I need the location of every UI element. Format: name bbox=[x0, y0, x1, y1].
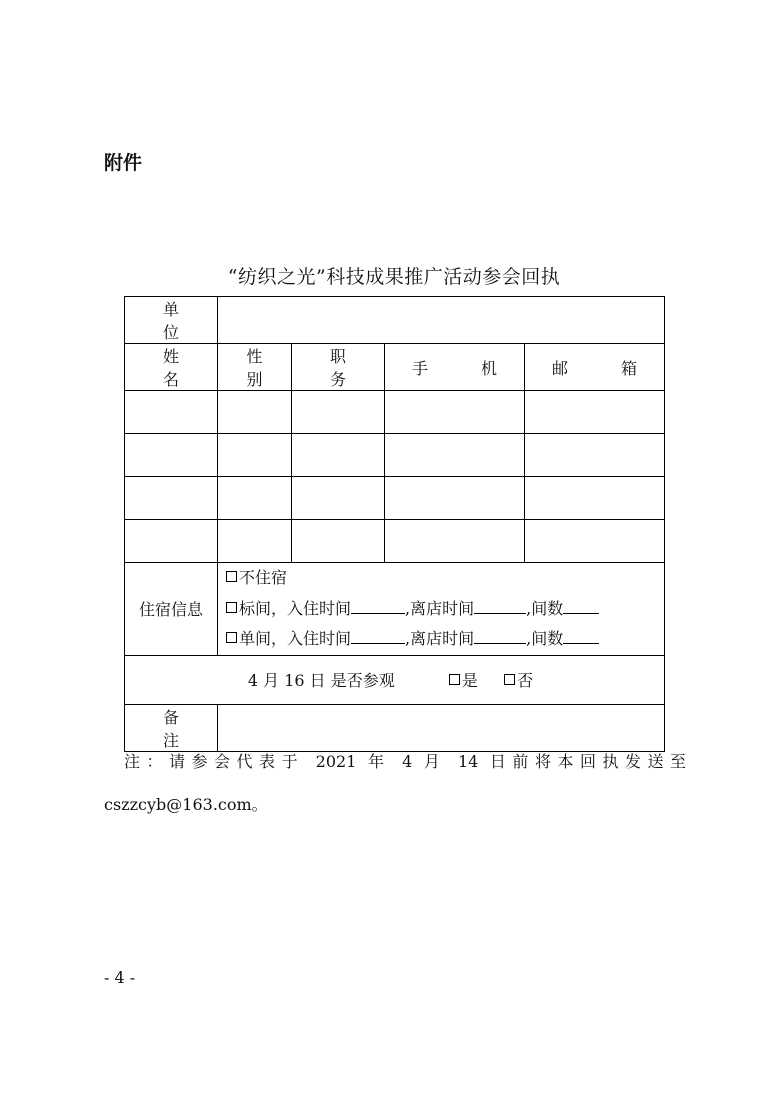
remarks-label: 备 注 bbox=[125, 704, 218, 751]
mobile-cell[interactable] bbox=[385, 477, 525, 520]
attachment-label: 附件 bbox=[104, 152, 143, 174]
header-mobile: 手 机 bbox=[385, 344, 525, 391]
lodging-single-label: 单间，入住时间 bbox=[239, 629, 352, 648]
gender-cell[interactable] bbox=[218, 434, 292, 477]
mobile-cell[interactable] bbox=[385, 434, 525, 477]
name-cell[interactable] bbox=[125, 391, 218, 434]
name-cell[interactable] bbox=[125, 477, 218, 520]
table-row bbox=[125, 434, 665, 477]
header-email: 邮 箱 bbox=[525, 344, 665, 391]
table-row bbox=[125, 391, 665, 434]
lodging-standard-label: 标间，入住时间 bbox=[239, 598, 352, 618]
gender-cell[interactable] bbox=[218, 520, 292, 563]
table-row bbox=[125, 477, 665, 520]
email-cell[interactable] bbox=[525, 434, 665, 477]
position-cell[interactable] bbox=[292, 391, 385, 434]
visit-row bbox=[125, 655, 665, 704]
unit-field[interactable] bbox=[218, 297, 665, 344]
standard-checkout-label: ,离店时间 bbox=[405, 598, 475, 618]
single-rooms-label: ,间数 bbox=[526, 629, 564, 648]
form-title: “纺织之光”科技成果推广活动参会回执 bbox=[227, 266, 561, 288]
lodging-single-checkbox[interactable] bbox=[226, 632, 237, 643]
visit-yes-checkbox[interactable] bbox=[449, 674, 460, 685]
gender-cell[interactable] bbox=[218, 477, 292, 520]
position-cell[interactable] bbox=[292, 477, 385, 520]
page-number: - 4 - bbox=[104, 968, 136, 987]
mobile-cell[interactable] bbox=[385, 391, 525, 434]
lodging-options bbox=[218, 563, 665, 656]
gender-cell[interactable] bbox=[218, 391, 292, 434]
visit-cell bbox=[125, 655, 665, 704]
lodging-single-line bbox=[226, 624, 664, 655]
email-cell[interactable] bbox=[525, 477, 665, 520]
position-cell[interactable] bbox=[292, 520, 385, 563]
email-cell[interactable] bbox=[525, 520, 665, 563]
unit-label: 单 位 bbox=[125, 297, 218, 344]
lodging-standard-line bbox=[226, 594, 664, 625]
standard-checkin-blank[interactable] bbox=[351, 601, 405, 614]
mobile-cell[interactable] bbox=[385, 520, 525, 563]
standard-rooms-blank[interactable] bbox=[563, 601, 599, 614]
header-position: 职 务 bbox=[292, 344, 385, 391]
standard-checkout-blank[interactable] bbox=[474, 601, 526, 614]
lodging-row bbox=[125, 563, 665, 656]
note-line-1: 注：请参会代表于 2021 年 4 月 14 日前将本回执发送至 bbox=[124, 752, 686, 771]
visit-yes-label: 是 bbox=[461, 671, 478, 690]
lodging-none-line bbox=[226, 563, 664, 594]
header-row bbox=[125, 344, 665, 391]
remarks-row bbox=[125, 704, 665, 751]
visit-no-checkbox[interactable] bbox=[504, 674, 515, 685]
table-row bbox=[125, 520, 665, 563]
registration-table bbox=[124, 296, 665, 752]
lodging-none-checkbox[interactable] bbox=[226, 571, 237, 582]
lodging-standard-checkbox[interactable] bbox=[226, 602, 237, 613]
unit-row bbox=[125, 297, 665, 344]
header-name: 姓 名 bbox=[125, 344, 218, 391]
lodging-none-label: 不住宿 bbox=[239, 568, 288, 587]
visit-question: 4 月 16 日 是否参观 bbox=[247, 671, 395, 690]
single-checkout-blank[interactable] bbox=[474, 631, 526, 644]
name-cell[interactable] bbox=[125, 520, 218, 563]
remarks-field[interactable] bbox=[218, 704, 665, 751]
header-gender: 性 别 bbox=[218, 344, 292, 391]
standard-rooms-label: ,间数 bbox=[526, 598, 564, 618]
lodging-label: 住宿信息 bbox=[125, 563, 218, 656]
single-checkin-blank[interactable] bbox=[351, 631, 405, 644]
visit-no-label: 否 bbox=[517, 671, 534, 690]
single-checkout-label: ,离店时间 bbox=[405, 629, 475, 648]
single-rooms-blank[interactable] bbox=[563, 631, 599, 644]
position-cell[interactable] bbox=[292, 434, 385, 477]
name-cell[interactable] bbox=[125, 434, 218, 477]
note-line-2: cszzcyb@163.com。 bbox=[104, 795, 268, 814]
email-cell[interactable] bbox=[525, 391, 665, 434]
